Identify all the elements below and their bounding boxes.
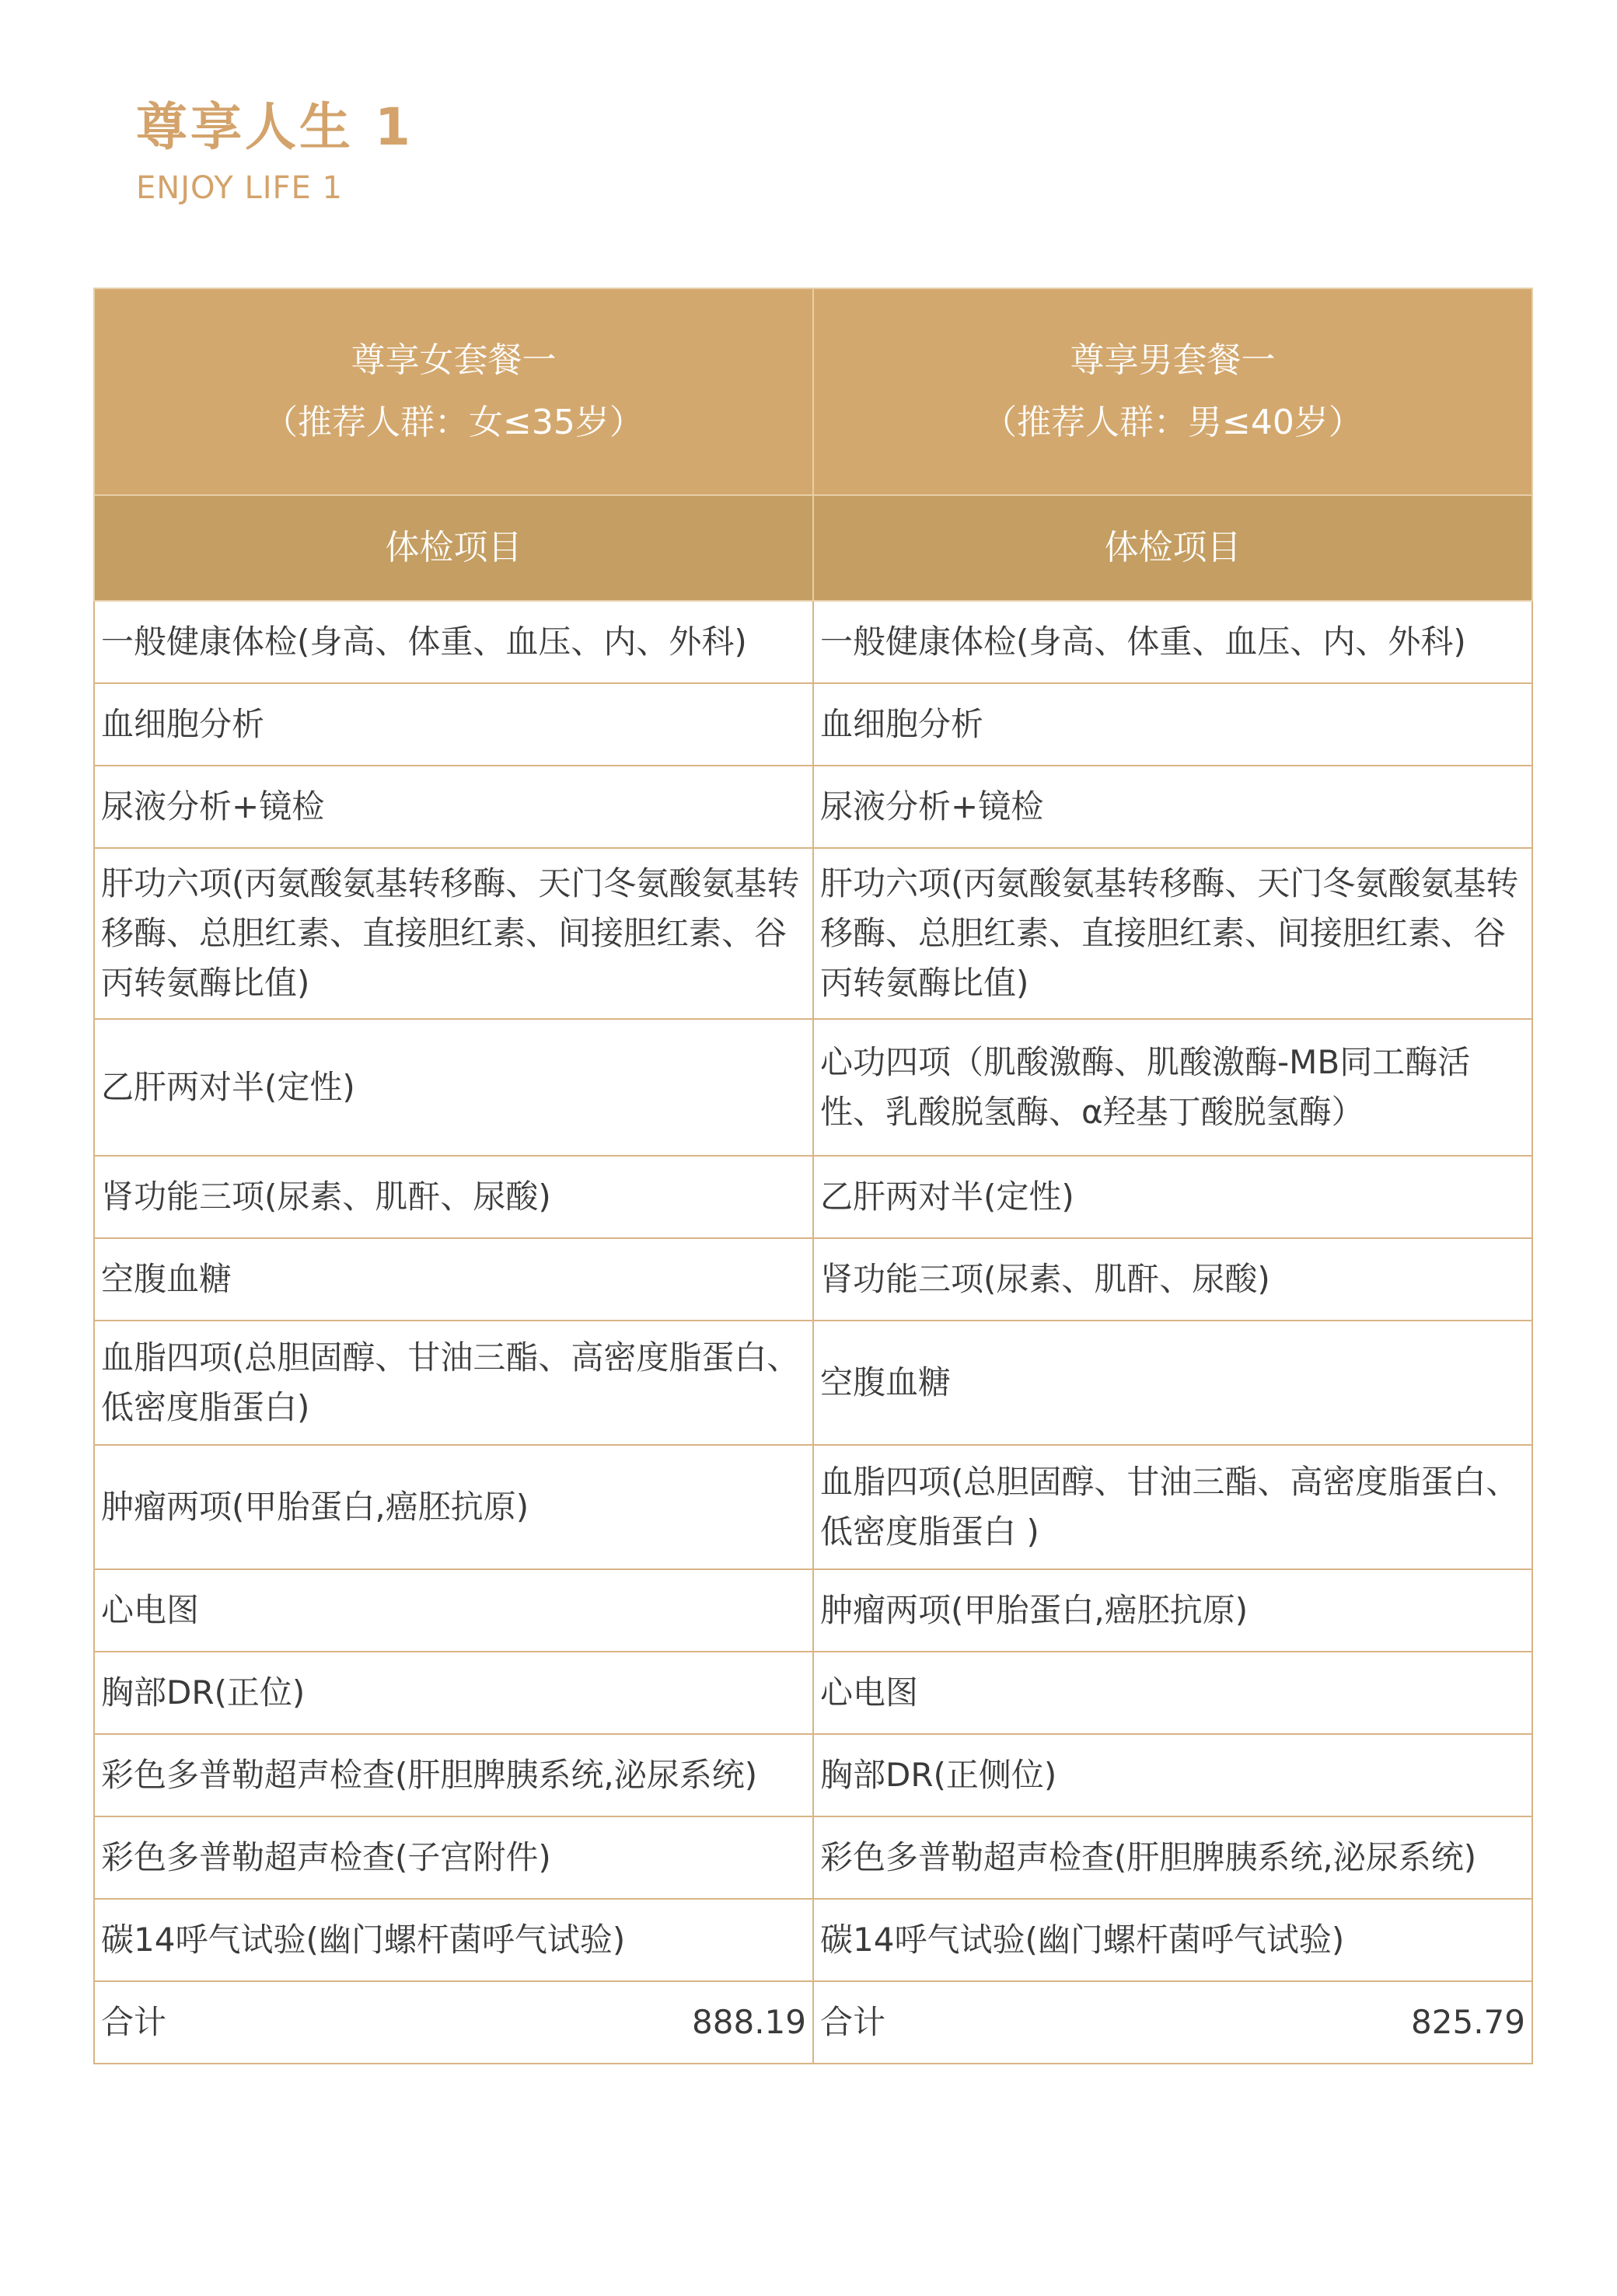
exam-item: 心电图 bbox=[813, 1652, 1532, 1734]
exam-item: 彩色多普勒超声检查(肝胆脾胰系统,泌尿系统) bbox=[94, 1734, 813, 1816]
table-row bbox=[94, 848, 1532, 1019]
table-row bbox=[94, 1816, 1532, 1899]
table-row bbox=[94, 601, 1532, 683]
table-row bbox=[94, 683, 1532, 766]
table-row bbox=[94, 1899, 1532, 1981]
exam-item: 血脂四项(总胆固醇、甘油三酯、高密度脂蛋白、低密度脂蛋白 ) bbox=[813, 1445, 1532, 1569]
exam-item: 肿瘤两项(甲胎蛋白,癌胚抗原) bbox=[813, 1569, 1532, 1652]
exam-item: 心功四项（肌酸激酶、肌酸激酶-MB同工酶活性、乳酸脱氢酶、α羟基丁酸脱氢酶） bbox=[813, 1019, 1532, 1156]
table-row bbox=[94, 1569, 1532, 1652]
exam-item: 肾功能三项(尿素、肌酐、尿酸) bbox=[94, 1156, 813, 1238]
category-header-row bbox=[94, 495, 1532, 601]
exam-item: 彩色多普勒超声检查(肝胆脾胰系统,泌尿系统) bbox=[813, 1816, 1532, 1899]
package-audience: （推荐人群：男≤40岁） bbox=[983, 403, 1363, 442]
table-row bbox=[94, 1445, 1532, 1569]
total-value: 825.79 bbox=[1411, 2003, 1525, 2041]
package-table bbox=[93, 288, 1533, 2064]
exam-item: 血脂四项(总胆固醇、甘油三酯、高密度脂蛋白、低密度脂蛋白) bbox=[94, 1321, 813, 1445]
exam-item: 碳14呼气试验(幽门螺杆菌呼气试验) bbox=[94, 1899, 813, 1981]
exam-item: 肾功能三项(尿素、肌酐、尿酸) bbox=[813, 1238, 1532, 1321]
exam-item: 胸部DR(正侧位) bbox=[813, 1734, 1532, 1816]
table-row bbox=[94, 1652, 1532, 1734]
exam-item: 空腹血糖 bbox=[813, 1321, 1532, 1445]
exam-item: 心电图 bbox=[94, 1569, 813, 1652]
exam-item: 彩色多普勒超声检查(子宫附件) bbox=[94, 1816, 813, 1899]
exam-item: 乙肝两对半(定性) bbox=[813, 1156, 1532, 1238]
exam-item: 尿液分析+镜检 bbox=[94, 766, 813, 848]
category-header: 体检项目 bbox=[94, 495, 813, 601]
exam-item: 一般健康体检(身高、体重、血压、内、外科) bbox=[94, 601, 813, 683]
exam-item: 碳14呼气试验(幽门螺杆菌呼气试验) bbox=[813, 1899, 1532, 1981]
package-name: 尊享女套餐一 bbox=[351, 340, 557, 380]
package-header-female bbox=[94, 288, 813, 495]
page-header bbox=[136, 99, 414, 206]
exam-item: 肝功六项(丙氨酸氨基转移酶、天门冬氨酸氨基转移酶、总胆红素、直接胆红素、间接胆红素、谷丙转氨酶比值) bbox=[813, 848, 1532, 1019]
total-cell-male bbox=[813, 1981, 1532, 2064]
total-cell-female bbox=[94, 1981, 813, 2064]
page-title: 尊享人生 1 bbox=[136, 97, 414, 157]
exam-item: 胸部DR(正位) bbox=[94, 1652, 813, 1734]
table-row bbox=[94, 1156, 1532, 1238]
exam-item: 乙肝两对半(定性) bbox=[94, 1019, 813, 1156]
package-header-row bbox=[94, 288, 1532, 495]
table-row bbox=[94, 1238, 1532, 1321]
package-header-male bbox=[813, 288, 1532, 495]
exam-item: 肿瘤两项(甲胎蛋白,癌胚抗原) bbox=[94, 1445, 813, 1569]
total-row bbox=[94, 1981, 1532, 2064]
exam-item: 一般健康体检(身高、体重、血压、内、外科) bbox=[813, 601, 1532, 683]
table-row bbox=[94, 766, 1532, 848]
exam-item: 空腹血糖 bbox=[94, 1238, 813, 1321]
table-row bbox=[94, 1734, 1532, 1816]
table-row bbox=[94, 1321, 1532, 1445]
total-label: 合计 bbox=[820, 2003, 886, 2041]
exam-item: 肝功六项(丙氨酸氨基转移酶、天门冬氨酸氨基转移酶、总胆红素、直接胆红素、间接胆红素、谷丙转氨酶比值) bbox=[94, 848, 813, 1019]
package-audience: （推荐人群：女≤35岁） bbox=[264, 403, 644, 442]
table-row bbox=[94, 1019, 1532, 1156]
exam-item: 尿液分析+镜检 bbox=[813, 766, 1532, 848]
exam-item: 血细胞分析 bbox=[813, 683, 1532, 766]
total-value: 888.19 bbox=[692, 2003, 806, 2041]
page-subtitle: ENJOY LIFE 1 bbox=[136, 169, 343, 206]
total-label: 合计 bbox=[101, 2003, 167, 2041]
category-header: 体检项目 bbox=[813, 495, 1532, 601]
exam-item: 血细胞分析 bbox=[94, 683, 813, 766]
package-name: 尊享男套餐一 bbox=[1070, 340, 1276, 380]
